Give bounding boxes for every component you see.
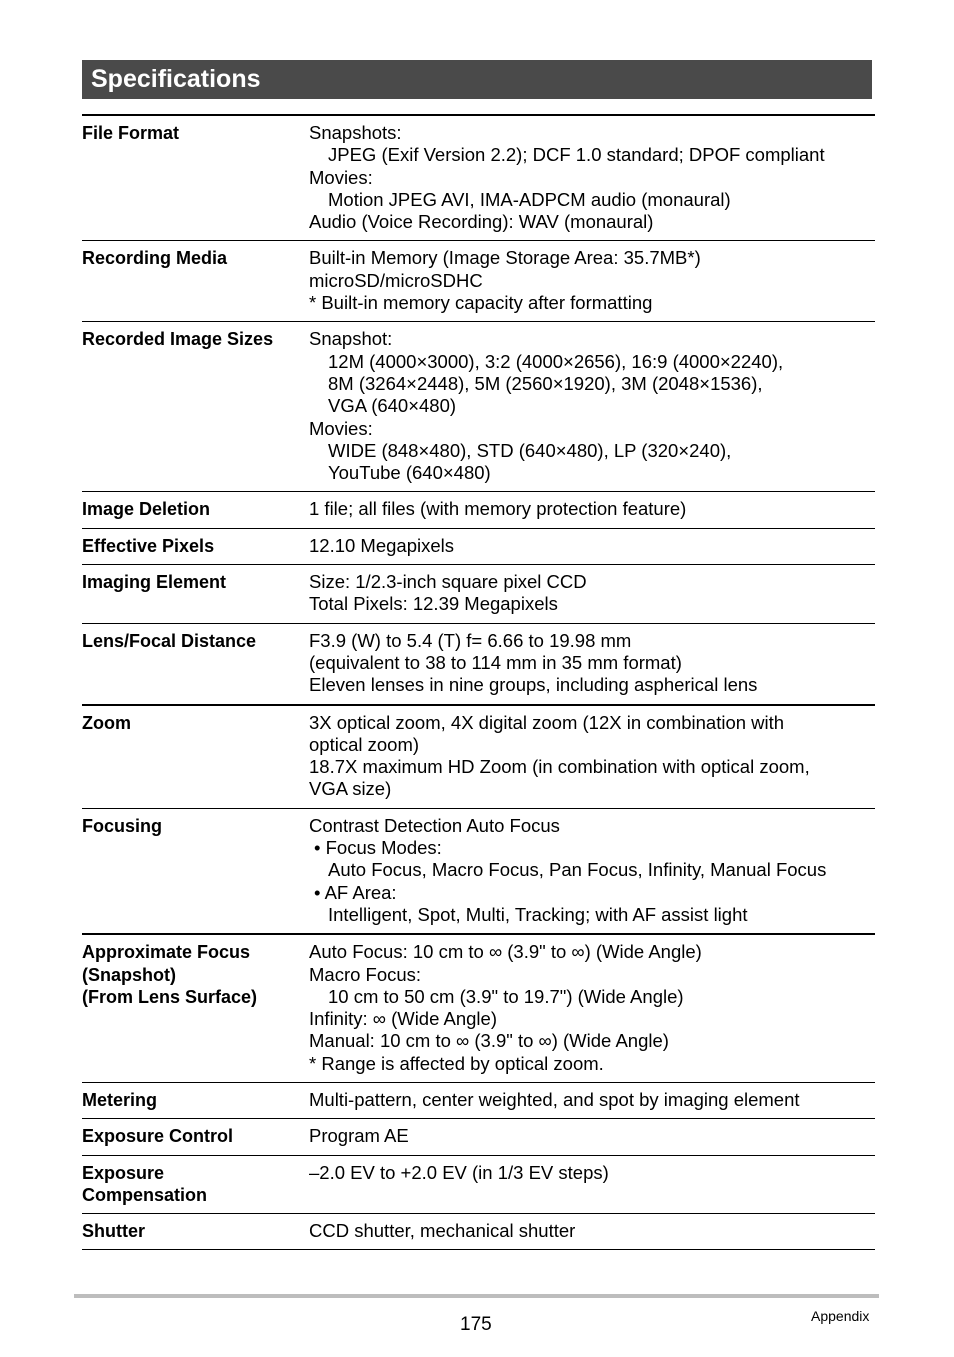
spec-value-line: JPEG (Exif Version 2.2); DCF 1.0 standard; DPOF compliant xyxy=(328,144,825,166)
spec-label xyxy=(82,630,309,697)
spec-label-line: Exposure xyxy=(82,1162,165,1183)
spec-value-line: 12M (4000×3000), 3:2 (4000×2656), 16:9 (4000×2240), xyxy=(328,350,784,372)
spec-label xyxy=(82,122,309,233)
spec-row xyxy=(82,624,875,706)
spec-value xyxy=(309,712,875,801)
spec-value xyxy=(309,571,875,616)
spec-value-line: 8M (3264×2448), 5M (2560×1920), 3M (2048×1536), xyxy=(328,372,763,394)
spec-value-line: (equivalent to 38 to 114 mm in 35 mm format) xyxy=(309,651,682,673)
spec-value-line: microSD/microSDHC xyxy=(309,269,483,291)
spec-label-line: Exposure Control xyxy=(82,1126,234,1147)
spec-label xyxy=(82,941,309,1075)
spec-row xyxy=(82,1214,875,1250)
spec-value-line: CCD shutter, mechanical shutter xyxy=(309,1220,576,1242)
spec-label-line: Metering xyxy=(82,1089,158,1110)
spec-row xyxy=(82,565,875,624)
spec-value-line: 10 cm to 50 cm (3.9" to 19.7") (Wide Angle) xyxy=(328,985,684,1007)
spec-label xyxy=(82,815,309,926)
section-name: Appendix xyxy=(811,1308,870,1324)
spec-value-line: Audio (Voice Recording): WAV (monaural) xyxy=(309,211,654,233)
spec-label-line: Shutter xyxy=(82,1221,145,1242)
spec-label-line: Approximate Focus xyxy=(82,942,251,963)
spec-value-line: Manual: 10 cm to ∞ (3.9" to ∞) (Wide Angle) xyxy=(309,1030,669,1052)
spec-row xyxy=(82,1119,875,1155)
spec-row xyxy=(82,114,875,241)
spec-row xyxy=(82,322,875,492)
footer-divider xyxy=(74,1294,879,1298)
spec-value xyxy=(309,247,875,314)
spec-value-line: Macro Focus: xyxy=(309,963,422,985)
spec-label-line: Compensation xyxy=(82,1184,208,1205)
spec-value-line: • AF Area: xyxy=(314,881,397,903)
spec-value-line: Built-in Memory (Image Storage Area: 35.7MB*) xyxy=(309,247,701,269)
spec-value xyxy=(309,328,875,484)
spec-value-line: VGA size) xyxy=(309,778,392,800)
spec-row xyxy=(82,492,875,528)
spec-row xyxy=(82,1156,875,1215)
spec-value xyxy=(309,535,875,557)
spec-value-line: * Built-in memory capacity after formatting xyxy=(309,292,653,314)
spec-value xyxy=(309,1220,875,1242)
spec-value-line: 12.10 Megapixels xyxy=(309,534,455,556)
page-title: Specifications xyxy=(91,65,261,93)
spec-label xyxy=(82,1220,309,1242)
spec-table xyxy=(82,114,875,1250)
spec-value-line: 3X optical zoom, 4X digital zoom (12X in combination with xyxy=(309,711,785,733)
spec-value-line: Program AE xyxy=(309,1125,409,1147)
spec-value-line: Multi-pattern, center weighted, and spot by imaging element xyxy=(309,1088,800,1110)
spec-value-line: F3.9 (W) to 5.4 (T) f= 6.66 to 19.98 mm xyxy=(309,629,632,651)
spec-value xyxy=(309,1162,875,1207)
spec-value xyxy=(309,498,875,520)
spec-label-line: Focusing xyxy=(82,815,162,836)
spec-label-line: Image Deletion xyxy=(82,499,211,520)
spec-value-line: Size: 1/2.3-inch square pixel CCD xyxy=(309,571,587,593)
spec-value xyxy=(309,815,875,926)
spec-row xyxy=(82,529,875,565)
spec-value-line: Movies: xyxy=(309,417,373,439)
spec-value xyxy=(309,941,875,1075)
spec-value xyxy=(309,122,875,233)
spec-label xyxy=(82,1125,309,1147)
spec-label xyxy=(82,247,309,314)
spec-label xyxy=(82,1089,309,1111)
spec-value-line: –2.0 EV to +2.0 EV (in 1/3 EV steps) xyxy=(309,1161,609,1183)
spec-label xyxy=(82,328,309,484)
spec-label-line: File Format xyxy=(82,123,180,143)
spec-value-line: Snapshot: xyxy=(309,328,393,350)
spec-label xyxy=(82,712,309,801)
spec-label-line: Lens/Focal Distance xyxy=(82,630,257,651)
spec-value-line: 1 file; all files (with memory protection feature) xyxy=(309,498,687,520)
spec-label xyxy=(82,535,309,557)
spec-value xyxy=(309,1089,875,1111)
spec-value-line: • Focus Modes: xyxy=(314,837,442,859)
spec-row xyxy=(82,1083,875,1119)
spec-value-line: Auto Focus: 10 cm to ∞ (3.9" to ∞) (Wide Angle) xyxy=(309,941,702,963)
spec-row xyxy=(82,809,875,935)
spec-label-line: (From Lens Surface) xyxy=(82,986,258,1007)
spec-value-line: Auto Focus, Macro Focus, Pan Focus, Infinity, Manual Focus xyxy=(328,859,827,881)
spec-value-line: Total Pixels: 12.39 Megapixels xyxy=(309,593,558,615)
spec-label-line: Imaging Element xyxy=(82,572,227,593)
spec-value-line: Contrast Detection Auto Focus xyxy=(309,814,560,836)
spec-value-line: Eleven lenses in nine groups, including aspherical lens xyxy=(309,674,758,696)
spec-label xyxy=(82,1162,309,1207)
spec-row xyxy=(82,241,875,322)
spec-row xyxy=(82,935,875,1083)
spec-label-line: Recorded Image Sizes xyxy=(82,329,274,350)
spec-value-line: optical zoom) xyxy=(309,733,420,755)
spec-value xyxy=(309,630,875,697)
spec-value-line: WIDE (848×480), STD (640×480), LP (320×240), xyxy=(328,439,732,461)
section-title-bar xyxy=(82,60,872,99)
spec-label-line: Effective Pixels xyxy=(82,535,215,556)
spec-value-line: YouTube (640×480) xyxy=(328,462,491,484)
spec-value-line: Snapshots: xyxy=(309,122,402,143)
spec-value-line: 18.7X maximum HD Zoom (in combination with optical zoom, xyxy=(309,756,810,778)
spec-label xyxy=(82,498,309,520)
spec-value xyxy=(309,1125,875,1147)
spec-row xyxy=(82,706,875,809)
spec-value-line: Movies: xyxy=(309,166,373,188)
spec-value-line: VGA (640×480) xyxy=(328,395,457,417)
spec-label-line: Zoom xyxy=(82,712,131,733)
spec-value-line: Infinity: ∞ (Wide Angle) xyxy=(309,1008,497,1030)
spec-label-line: (Snapshot) xyxy=(82,964,176,985)
spec-label xyxy=(82,571,309,616)
page-number: 175 xyxy=(460,1314,492,1335)
spec-value-line: Intelligent, Spot, Multi, Tracking; with AF assist light xyxy=(328,903,748,925)
spec-value-line: * Range is affected by optical zoom. xyxy=(309,1052,604,1074)
spec-label-line: Recording Media xyxy=(82,248,228,269)
spec-value-line: Motion JPEG AVI, IMA-ADPCM audio (monaural) xyxy=(328,188,731,210)
